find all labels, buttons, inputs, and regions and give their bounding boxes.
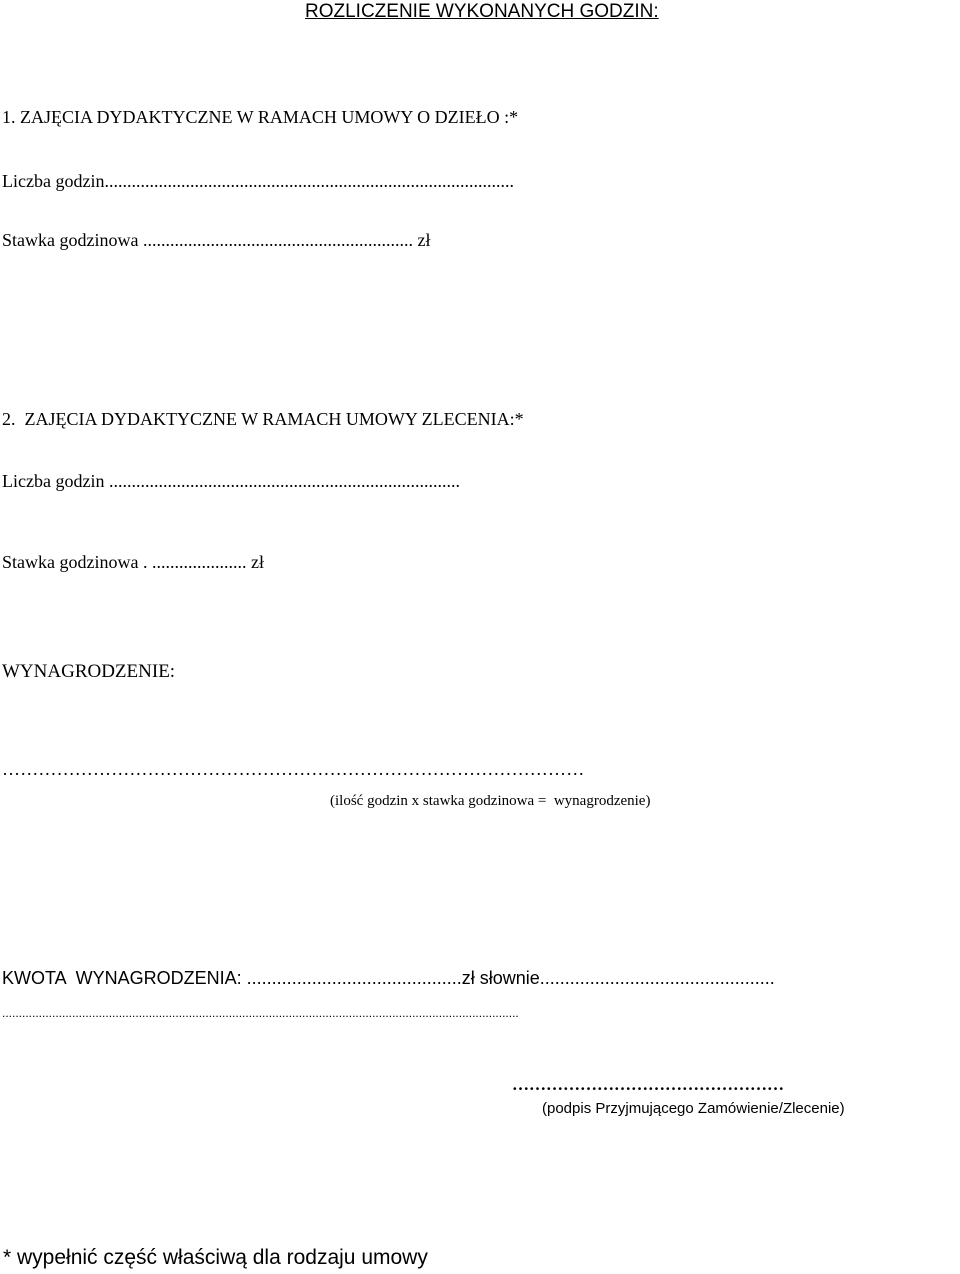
remuneration-formula-hint: (ilość godzin x stawka godzinowa = wynagrodzenie) (330, 793, 651, 809)
amount-line-2: ........................................................................................................................................................... (2, 1007, 519, 1019)
remuneration-dots: …………………………………………………………………………………… (2, 759, 585, 779)
signature-caption: (podpis Przyjmującego Zamówienie/Zlecenie) (542, 1100, 845, 1117)
section1-heading: 1. ZAJĘCIA DYDAKTYCZNE W RAMACH UMOWY O DZIEŁO :* (2, 107, 519, 127)
section1-rate-field: Stawka godzinowa ............................................................ zł (2, 230, 431, 250)
section2-heading: 2. ZAJĘCIA DYDAKTYCZNE W RAMACH UMOWY ZLECENIA:* (2, 409, 524, 429)
remuneration-heading: WYNAGRODZENIE: (2, 661, 176, 682)
signature-dots: ………………………………………… (512, 1075, 784, 1094)
section2-rate-field: Stawka godzinowa . ..................... zł (2, 552, 264, 572)
section1-hours-field: Liczba godzin........................................................................................... (2, 171, 514, 191)
footnote: * wypełnić część właściwą dla rodzaju umowy (3, 1246, 428, 1269)
amount-line-1: KWOTA WYNAGRODZENIA: ...........................................zł słownie............................................... (2, 969, 775, 987)
document-title: ROZLICZENIE WYKONANYCH GODZIN: (305, 1, 659, 22)
section2-hours-field: Liczba godzin .............................................................................. (2, 471, 460, 491)
